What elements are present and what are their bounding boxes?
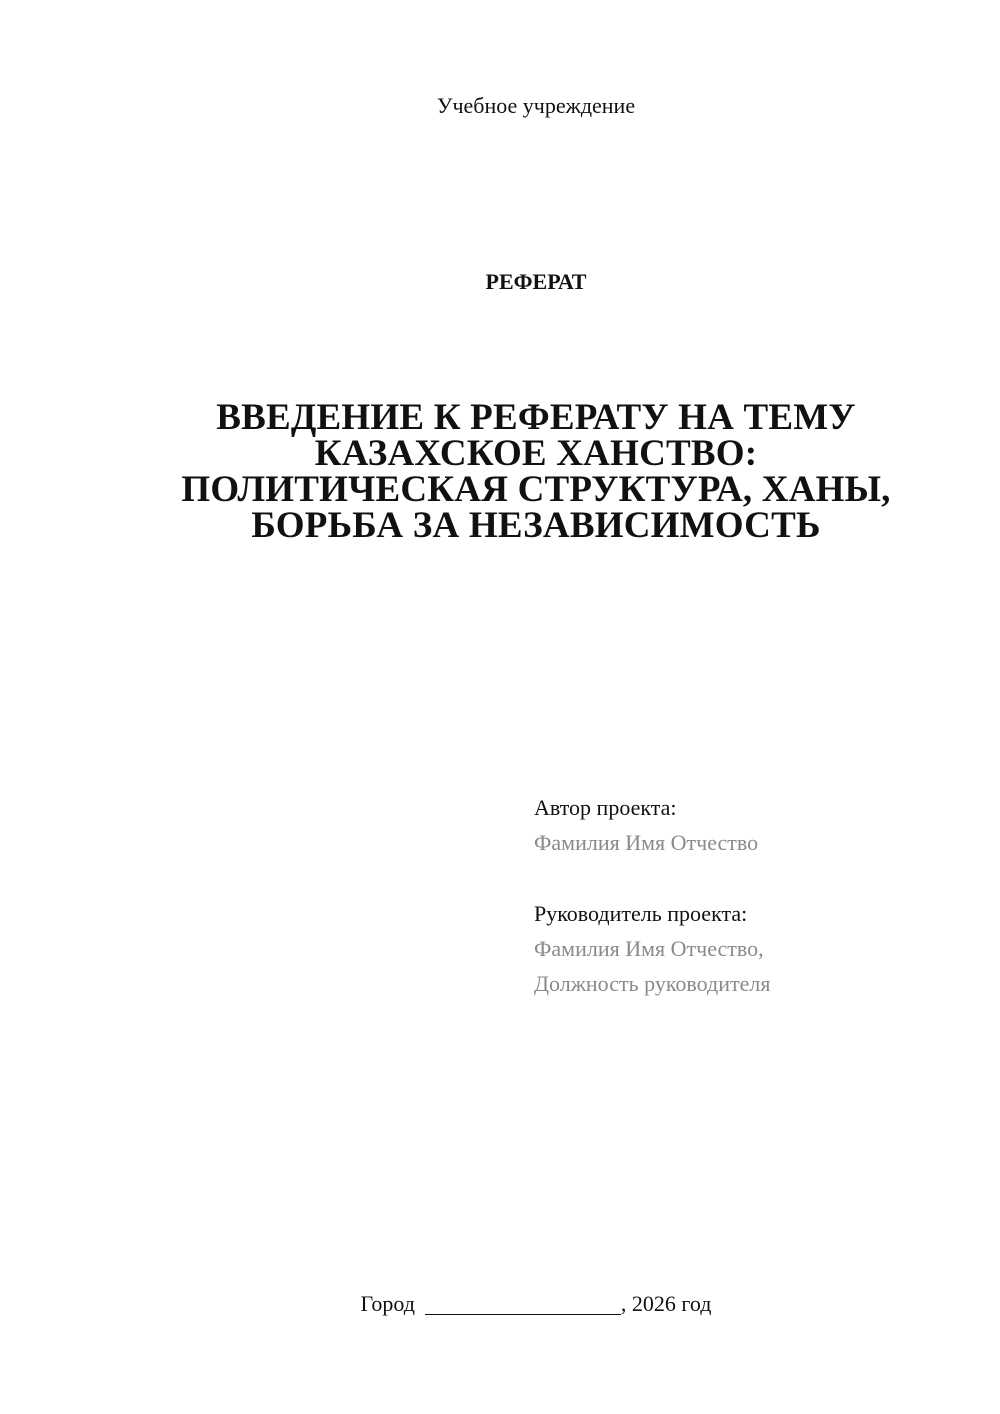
city-blank-line [425, 1292, 621, 1315]
title-line: ПОЛИТИЧЕСКАЯ СТРУКТУРА, ХАНЫ, [181, 469, 891, 510]
supervisor-name: Фамилия Имя Отчество, [534, 936, 764, 961]
document-title [130, 397, 942, 546]
supervisor-position: Должность руководителя [534, 971, 771, 996]
footer-city-year [0, 1290, 1000, 1318]
supervisor-label: Руководитель проекта: [534, 901, 748, 926]
year-text: , 2026 год [620, 1291, 712, 1316]
credits-spacer [534, 860, 974, 896]
author-label: Автор проекта: [534, 795, 677, 820]
credits-block [534, 790, 974, 1001]
author-name: Фамилия Имя Отчество [534, 830, 759, 855]
city-label: Город [360, 1291, 415, 1316]
title-line: КАЗАХСКОЕ ХАНСТВО: [314, 433, 758, 474]
document-type: РЕФЕРАТ [485, 269, 587, 294]
title-line: БОРЬБА ЗА НЕЗАВИСИМОСТЬ [251, 505, 821, 546]
title-line: ВВЕДЕНИЕ К РЕФЕРАТУ НА ТЕМУ [216, 397, 856, 438]
institution-name: Учебное учреждение [436, 93, 636, 118]
